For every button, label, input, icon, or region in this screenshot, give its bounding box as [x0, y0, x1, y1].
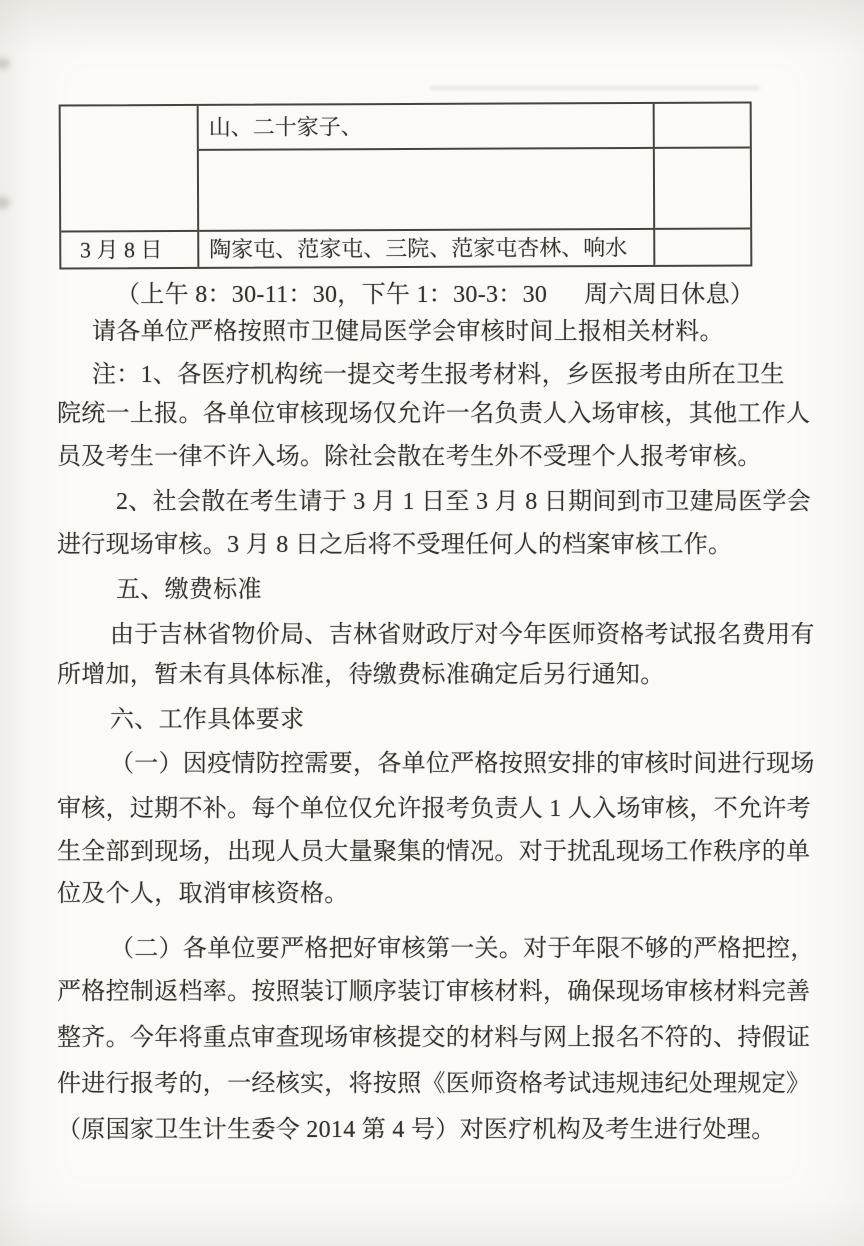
scan-smudge	[0, 196, 10, 209]
body-line: 员及考生一律不许入场。除社会散在考生外不受理个人报考审核。	[57, 444, 762, 470]
body-line: 整齐。今年将重点审查现场审核提交的材料与网上报名不符的、持假证	[57, 1025, 811, 1051]
body-line: 五、缴费标准	[116, 577, 262, 603]
body-line: 件进行报考的，一经核实，将按照《医师资格考试违规违纪处理规定》	[57, 1071, 811, 1097]
table-cell-date-merged	[61, 106, 200, 233]
body-line: 院统一上报。各单位审核现场仅允许一名负责人入场审核，其他工作人	[57, 401, 811, 427]
body-line: 所增加，暂未有具体标准，待缴费标准确定后另行通知。	[57, 662, 665, 688]
body-line: 生全部到现场，出现人员大量聚集的情况。对于扰乱现场工作秩序的单	[57, 839, 811, 865]
table-cell-date: 3 月 8 日	[61, 232, 199, 268]
body-line: 2、社会散在考生请于 3 月 1 日至 3 月 8 日期间到市卫建局医学会	[116, 489, 812, 515]
body-line: 六、工作具体要求	[110, 707, 305, 733]
body-line: 请各单位严格按照市卫健局医学会审核时间上报相关材料。	[92, 319, 724, 345]
body-line: 位及个人，取消审核资格。	[57, 881, 349, 907]
body-line: 严格控制返档率。按照装订顺序装订审核材料，确保现场审核材料完善	[57, 979, 811, 1005]
table-cell-schedule: 山、二十家子、	[199, 104, 655, 151]
body-line: 由于吉林省物价局、吉林省财政厅对今年医师资格考试报名费用有	[110, 622, 815, 648]
table-cell-schedule	[199, 149, 655, 232]
scan-smudge	[0, 58, 10, 69]
schedule-table	[59, 101, 753, 269]
body-line: （上午 8：30-11：30，下午 1：30-3：30 周六周日休息）	[116, 282, 755, 308]
table-cell-note	[655, 148, 750, 229]
body-line: 审核，过期不补。每个单位仅允许报考负责人 1 人入场审核，不允许考	[57, 796, 811, 822]
body-line: （原国家卫生计生委令 2014 第 4 号）对医疗机构及考生进行处理。	[57, 1117, 776, 1143]
body-line: 注：1、各医疗机构统一提交考生报考材料，乡医报考由所在卫生	[92, 362, 785, 388]
body-line: 进行现场审核。3 月 8 日之后将不受理任何人的档案审核工作。	[57, 532, 733, 558]
body-line: （一）因疫情防控需要，各单位严格按照安排的审核时间进行现场	[110, 751, 815, 777]
table-cell-note	[655, 103, 750, 148]
scan-smudge	[430, 86, 760, 90]
table-cell-schedule: 陶家屯、范家屯、三院、范家屯杏林、响水	[199, 230, 655, 267]
table-cell-note	[655, 229, 750, 264]
body-line: （二）各单位要严格把好审核第一关。对于年限不够的严格把控，	[110, 936, 815, 962]
